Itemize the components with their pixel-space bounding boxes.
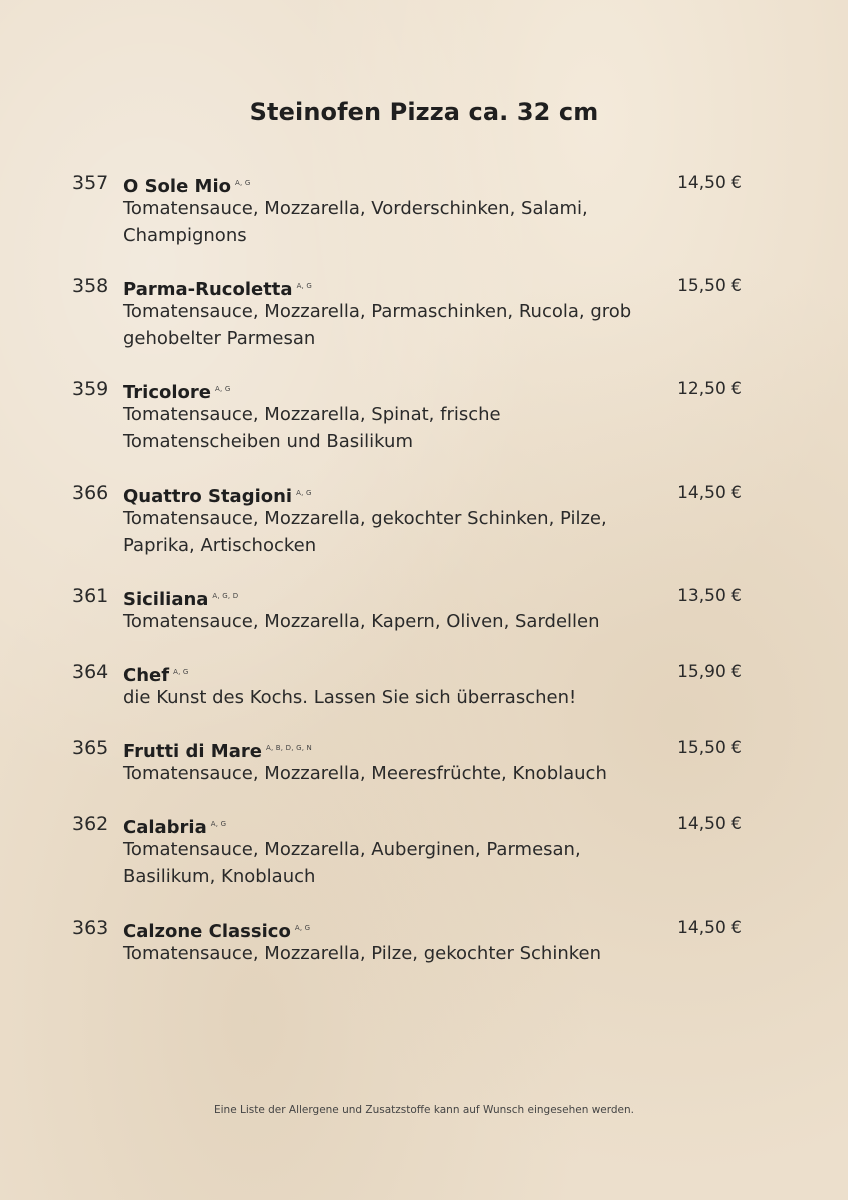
item-name: Chef [123,665,170,686]
item-allergens: A, G [296,282,313,290]
item-number: 357 [72,172,109,194]
item-description: Tomatensauce, Mozzarella, Auberginen, Parmesan, Basilikum, Knoblauch [123,839,581,887]
item-allergens: A, G [215,385,231,393]
item-name: Calzone Classico [123,921,291,942]
item-name: Siciliana [123,589,209,610]
item-number: 366 [72,482,109,504]
item-number: 365 [72,737,109,759]
allergen-footer-note: Eine Liste der Allergene und Zusatzstoffe kann auf Wunsch eingesehen werden. [213,1104,634,1116]
item-price: 14,50 € [677,173,742,193]
item-price: 12,50 € [677,379,742,399]
item-name: Calabria [123,817,207,838]
item-price: 14,50 € [677,814,742,834]
item-description: Tomatensauce, Mozzarella, Pilze, gekochter Schinken [123,943,601,964]
item-name: Quattro Stagioni [123,486,293,507]
item-allergens: A, G, D [212,592,239,600]
item-name: Frutti di Mare [123,741,262,762]
item-allergens: A, G [235,179,251,187]
item-allergens: A, G [296,489,312,497]
item-number: 364 [72,661,109,683]
item-number: 363 [72,917,109,939]
page-title: Steinofen Pizza ca. 32 cm [249,98,599,126]
item-name: Tricolore [123,382,212,403]
item-price: 13,50 € [677,586,742,606]
item-number: 362 [72,813,109,835]
item-description: Tomatensauce, Mozzarella, Parmaschinken, Rucola, grob gehobelter Parmesan [123,301,632,349]
item-description: die Kunst des Kochs. Lassen Sie sich überraschen! [123,687,577,708]
item-price: 14,50 € [677,918,742,938]
item-description: Tomatensauce, Mozzarella, Vorderschinken, Salami, Champignons [123,198,588,246]
item-price: 15,90 € [677,662,742,682]
item-price: 15,50 € [677,276,742,296]
item-allergens: A, B, D, G, N [265,744,312,752]
item-name: O Sole Mio [123,176,231,197]
item-number: 359 [72,378,109,400]
item-description: Tomatensauce, Mozzarella, Kapern, Oliven, Sardellen [123,611,600,632]
item-name: Parma-Rucoletta [123,279,293,300]
item-allergens: A, G [210,820,227,828]
item-description: Tomatensauce, Mozzarella, gekochter Schinken, Pilze, Paprika, Artischocken [123,508,607,556]
item-price: 15,50 € [677,738,742,758]
item-number: 358 [72,275,109,297]
item-allergens: A, G [294,924,311,932]
item-description: Tomatensauce, Mozzarella, Meeresfrüchte, Knoblauch [123,763,607,784]
item-allergens: A, G [173,668,189,676]
item-description: Tomatensauce, Mozzarella, Spinat, frische Tomatenscheiben und Basilikum [123,404,501,452]
item-price: 14,50 € [677,483,742,503]
item-number: 361 [72,585,109,607]
